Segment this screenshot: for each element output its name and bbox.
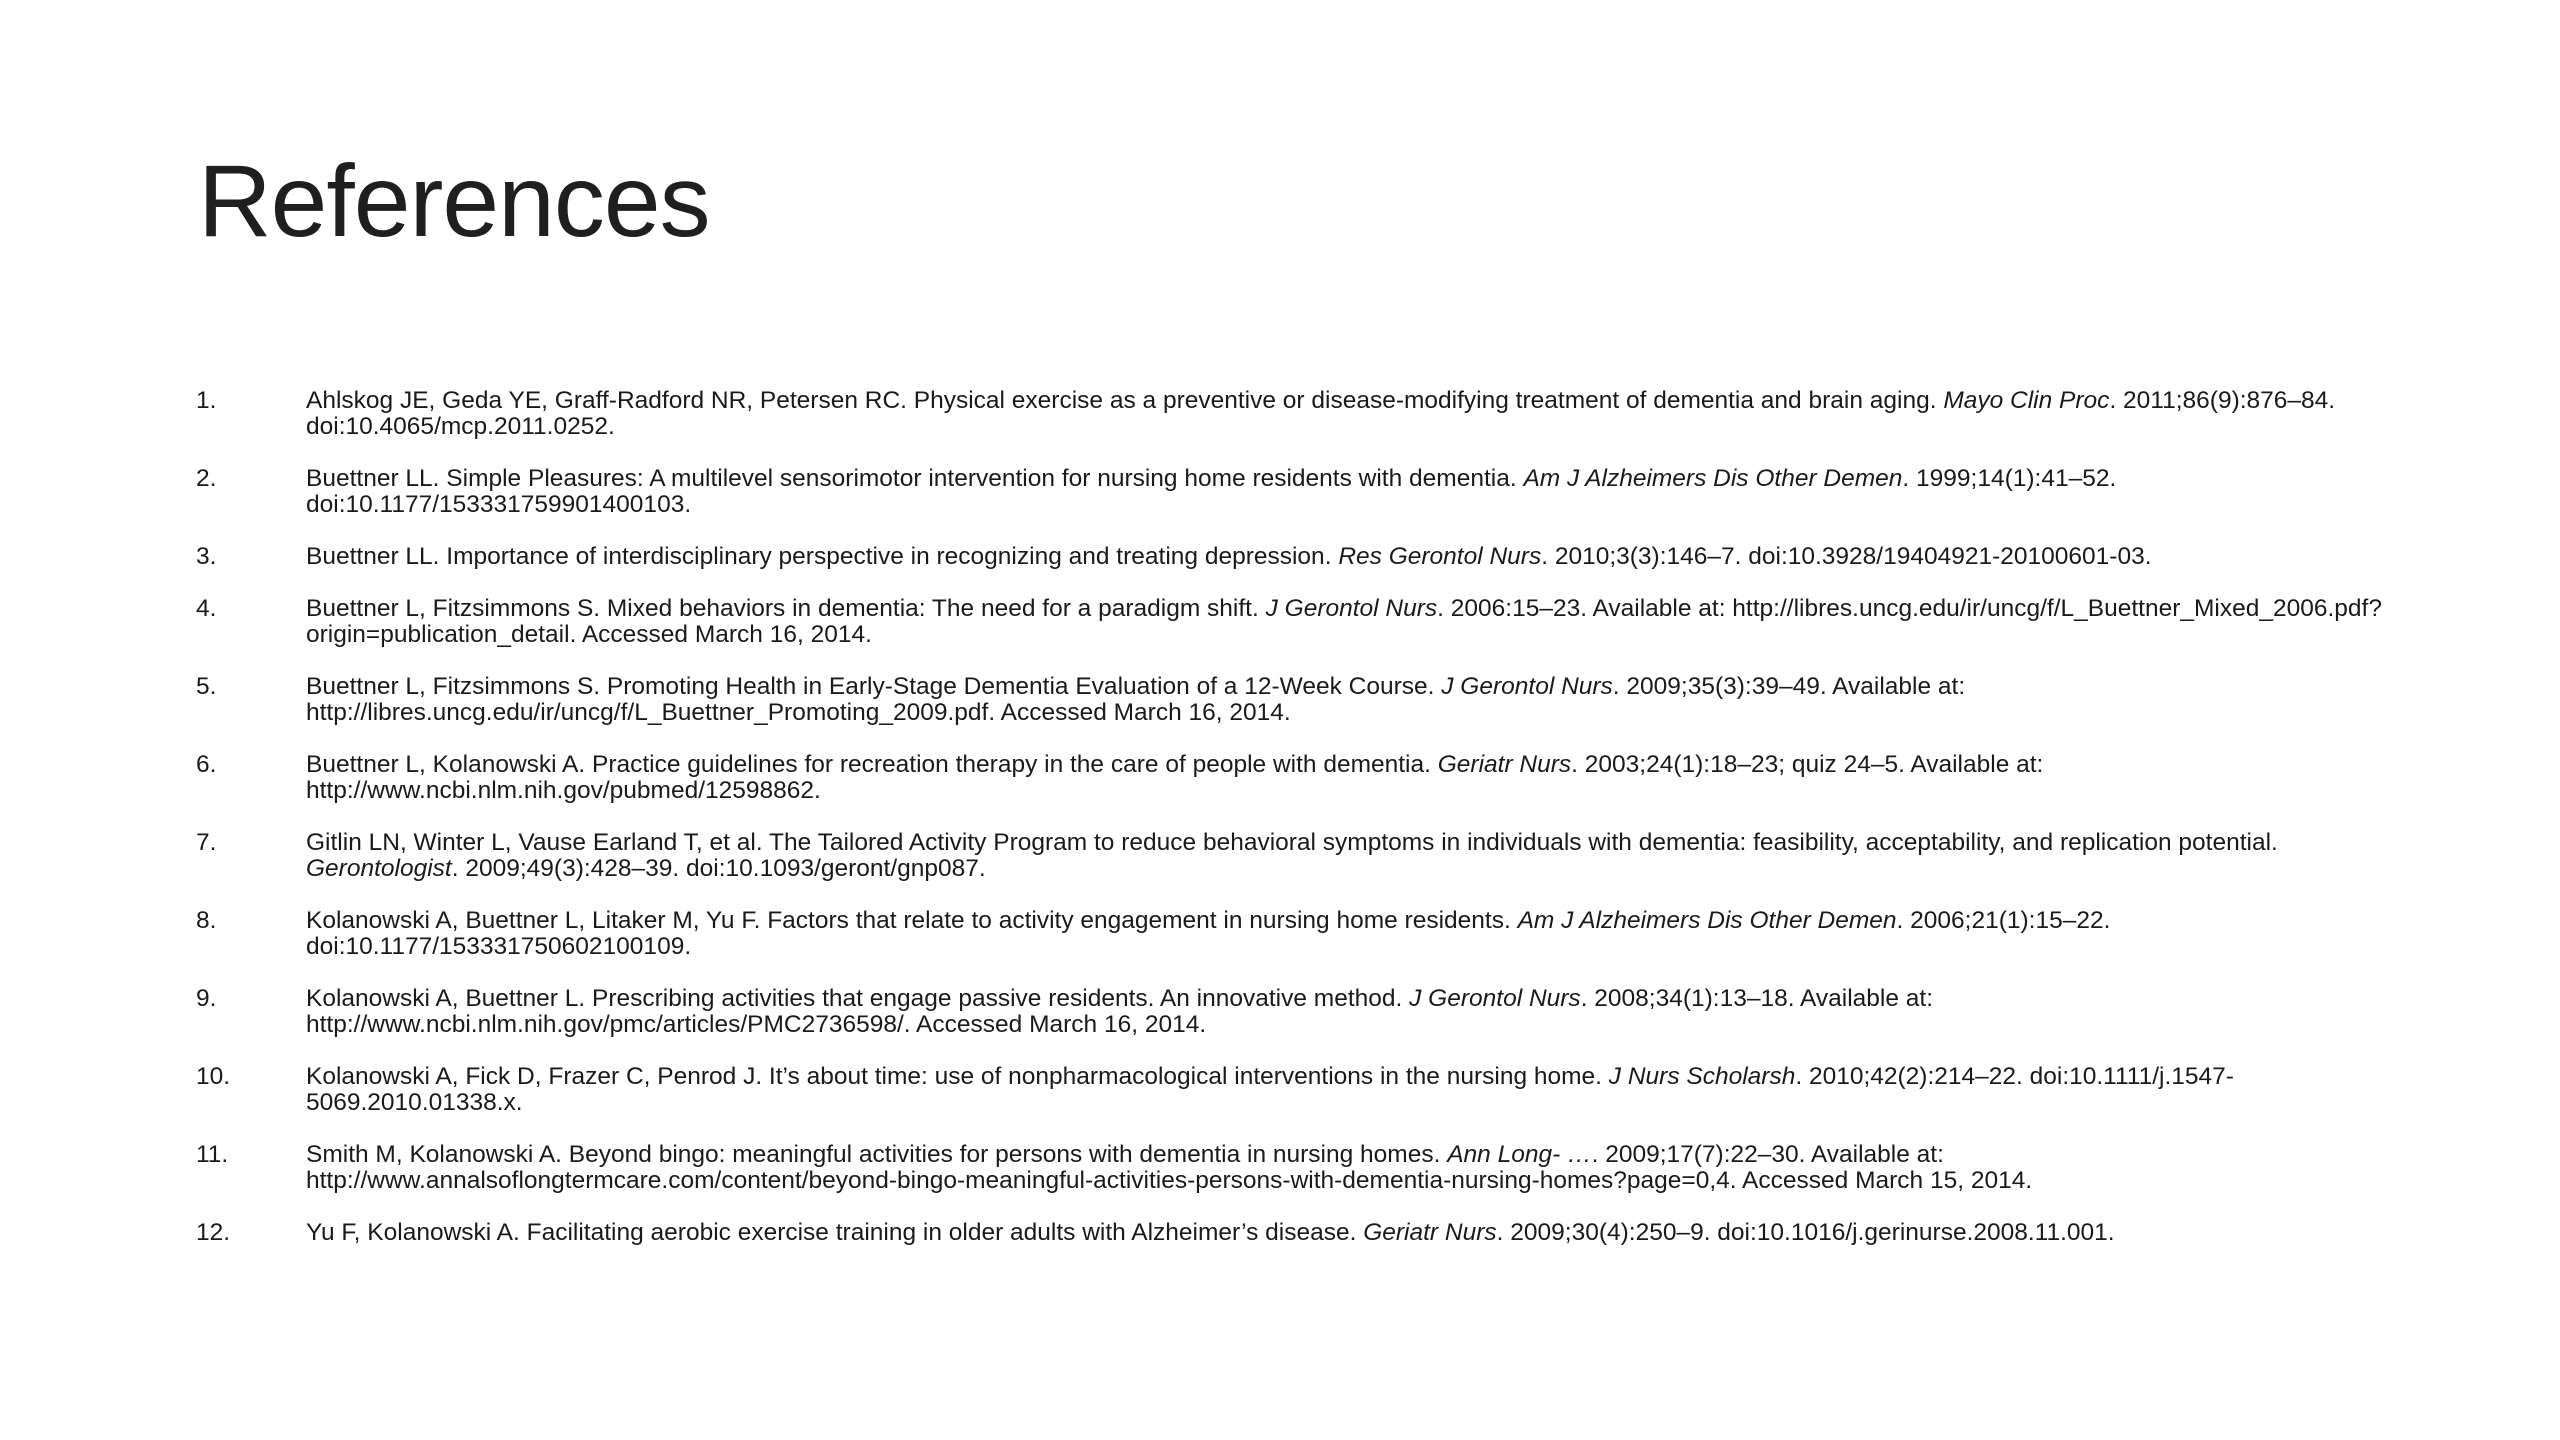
reference-number: 10. [196,1063,231,1090]
reference-authors-title: Buettner LL. Simple Pleasures: A multilevel sensorimotor intervention for nursing home residents with dementia. [306,465,1524,492]
reference-item [196,388,2426,440]
reference-authors-title: Buettner L, Fitzsimmons S. Promoting Health in Early-Stage Dementia Evaluation of a 12-Week Course. [306,673,1442,700]
reference-authors-title: Kolanowski A, Buettner L, Litaker M, Yu F. Factors that relate to activity engagement in nursing home residents. [306,907,1518,934]
reference-journal: Ann Long- … [1447,1141,1592,1168]
reference-item [196,908,2426,960]
reference-journal: J Gerontol Nurs [1409,985,1581,1012]
reference-authors-title: Kolanowski A, Fick D, Frazer C, Penrod J. It’s about time: use of nonpharmacological interventions in the nursing home. [306,1063,1609,1090]
reference-journal: J Gerontol Nurs [1265,595,1438,622]
reference-text [306,1220,2426,1246]
slide-title: References [198,144,710,258]
reference-list [196,388,2426,1272]
reference-number: 11. [196,1141,229,1168]
reference-journal: Mayo Clin Proc [1943,387,2110,414]
reference-journal: J Gerontol Nurs [1441,673,1613,700]
reference-authors-title: Kolanowski A, Buettner L. Prescribing activities that engage passive residents. An innovative method. [306,985,1410,1012]
reference-item [196,1142,2426,1194]
reference-authors-title: Yu F, Kolanowski A. Facilitating aerobic exercise training in older adults with Alzheimer’s disease. [306,1219,1364,1246]
reference-details: . 1999;14(1):41–52. doi:10.1177/153331759901400103. [306,465,2117,518]
reference-details: . 2006:15–23. Available at: http://libres.uncg.edu/ir/uncg/f/L_Buettner_Mixed_2006.pdf?origin=publication_detail. Accessed March 16, 2014. [306,595,2382,648]
reference-authors-title: Buettner L, Fitzsimmons S. Mixed behaviors in dementia: The need for a paradigm shift. [306,595,1266,622]
reference-journal: Am J Alzheimers Dis Other Demen [1517,907,1897,934]
reference-journal: Geriatr Nurs [1363,1219,1497,1246]
reference-details: . 2009;49(3):428–39. doi:10.1093/geront/gnp087. [451,855,986,882]
reference-item [196,752,2426,804]
reference-item [196,596,2426,648]
reference-journal: Gerontologist [306,855,452,882]
reference-text [306,986,2426,1038]
reference-number: 9. [196,985,217,1012]
reference-details: . 2006;21(1):15–22. doi:10.1177/153331750602100109. [306,907,2111,960]
reference-item [196,544,2426,570]
reference-number: 5. [196,673,217,700]
reference-authors-title: Buettner L, Kolanowski A. Practice guidelines for recreation therapy in the care of people with dementia. [306,751,1438,778]
reference-number: 6. [196,751,217,778]
reference-details: . 2010;3(3):146–7. doi:10.3928/19404921-20100601-03. [1541,543,2152,570]
reference-text [306,1064,2426,1116]
reference-authors-title: Ahlskog JE, Geda YE, Graff-Radford NR, Petersen RC. Physical exercise as a preventive or disease-modifying treatment of dementia and brain aging. [306,387,1944,414]
reference-journal: J Nurs Scholarsh [1608,1063,1796,1090]
reference-authors-title: Gitlin LN, Winter L, Vause Earland T, et al. The Tailored Activity Program to reduce behavioral symptoms in individuals with dementia: feasibility, acceptability, and replication potential. [306,829,2278,856]
reference-number: 7. [196,829,217,856]
reference-text [306,908,2426,960]
reference-details: . 2003;24(1):18–23; quiz 24–5. Available at: http://www.ncbi.nlm.nih.gov/pubmed/12598862. [306,751,2044,804]
reference-text [306,466,2426,518]
reference-text [306,544,2426,570]
reference-authors-title: Smith M, Kolanowski A. Beyond bingo: meaningful activities for persons with dementia in nursing homes. [306,1141,1448,1168]
reference-text [306,1142,2426,1194]
reference-item [196,986,2426,1038]
reference-details: . 2009;17(7):22–30. Available at: http://www.annalsoflongtermcare.com/content/beyond-bingo-meaningful-activities-persons-with-dementia-nursing-homes?page=0,4. Accessed March 15, 2014. [306,1141,2033,1194]
reference-number: 8. [196,907,217,934]
reference-journal: Geriatr Nurs [1437,751,1572,778]
reference-text [306,388,2426,440]
reference-text [306,596,2426,648]
reference-item [196,466,2426,518]
reference-details: . 2011;86(9):876–84. doi:10.4065/mcp.2011.0252. [306,387,2336,440]
reference-number: 2. [196,465,217,492]
reference-item [196,1064,2426,1116]
reference-item [196,674,2426,726]
reference-details: . 2010;42(2):214–22. doi:10.1111/j.1547-5069.2010.01338.x. [306,1063,2234,1116]
reference-item [196,1220,2426,1246]
reference-journal: Res Gerontol Nurs [1338,543,1542,570]
reference-item [196,830,2426,882]
reference-details: . 2009;35(3):39–49. Available at: http://libres.uncg.edu/ir/uncg/f/L_Buettner_Promoting_2009.pdf. Accessed March 16, 2014. [306,673,1966,726]
reference-text [306,752,2426,804]
reference-number: 4. [196,595,217,622]
reference-text [306,830,2426,882]
reference-journal: Am J Alzheimers Dis Other Demen [1523,465,1903,492]
reference-number: 1. [196,387,217,414]
reference-number: 12. [196,1219,231,1246]
reference-text [306,674,2426,726]
reference-number: 3. [196,543,217,570]
reference-authors-title: Buettner LL. Importance of interdisciplinary perspective in recognizing and treating depression. [306,543,1339,570]
reference-details: . 2008;34(1):13–18. Available at: http://www.ncbi.nlm.nih.gov/pmc/articles/PMC2736598/. Accessed March 16, 2014. [306,985,1934,1038]
reference-details: . 2009;30(4):250–9. doi:10.1016/j.gerinurse.2008.11.001. [1496,1219,2115,1246]
